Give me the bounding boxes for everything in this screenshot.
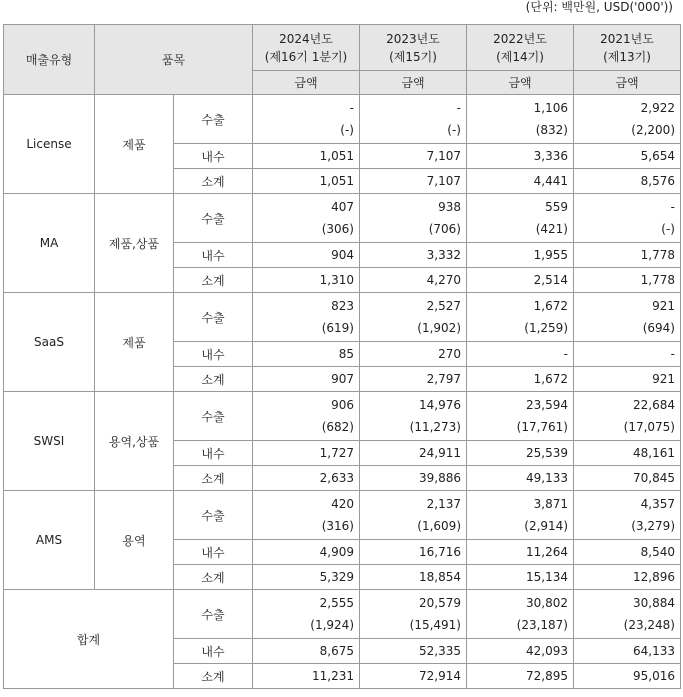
krw-value: 2,137 bbox=[426, 497, 461, 511]
export-amount-cell bbox=[253, 392, 360, 441]
export-amount-cell bbox=[574, 491, 681, 540]
amount-cell: 270 bbox=[360, 342, 467, 367]
header-amount: 금액 bbox=[574, 71, 681, 95]
krw-value: 30,884 bbox=[633, 596, 675, 610]
sales-type-cell: SaaS bbox=[4, 293, 95, 392]
usd-value: (2,914) bbox=[524, 519, 568, 533]
table-row bbox=[4, 392, 681, 441]
export-amount-cell bbox=[574, 95, 681, 144]
usd-value: (706) bbox=[428, 222, 461, 236]
amount-cell: 39,886 bbox=[360, 466, 467, 491]
krw-value: 3,871 bbox=[533, 497, 568, 511]
table-row bbox=[4, 194, 681, 243]
amount-cell: 11,264 bbox=[467, 540, 574, 565]
amount-cell: 904 bbox=[253, 243, 360, 268]
krw-value: 2,527 bbox=[426, 299, 461, 313]
usd-value: (23,248) bbox=[623, 618, 675, 632]
table-row bbox=[4, 95, 681, 144]
amount-cell: 5,654 bbox=[574, 144, 681, 169]
amount-cell: 72,914 bbox=[360, 664, 467, 689]
amount-cell: 1,672 bbox=[467, 367, 574, 392]
sales-type-cell: MA bbox=[4, 194, 95, 293]
item-cell: 제품 bbox=[95, 95, 174, 194]
amount-cell: 7,107 bbox=[360, 144, 467, 169]
export-amount-cell bbox=[574, 194, 681, 243]
export-amount-cell bbox=[467, 95, 574, 144]
amount-cell: 52,335 bbox=[360, 639, 467, 664]
export-amount-cell bbox=[360, 491, 467, 540]
export-amount-cell bbox=[467, 491, 574, 540]
amount-cell: 2,514 bbox=[467, 268, 574, 293]
header-year-2022: 2022년도 (제14기) bbox=[467, 25, 574, 71]
usd-value: (1,924) bbox=[310, 618, 354, 632]
row-label-export: 수출 bbox=[174, 392, 253, 441]
row-label-domestic: 내수 bbox=[174, 540, 253, 565]
usd-value: (1,902) bbox=[417, 321, 461, 335]
amount-cell: 16,716 bbox=[360, 540, 467, 565]
krw-value: 2,555 bbox=[319, 596, 354, 610]
amount-cell: - bbox=[574, 342, 681, 367]
export-amount-cell bbox=[574, 293, 681, 342]
amount-cell: 1,955 bbox=[467, 243, 574, 268]
row-label-subtotal: 소계 bbox=[174, 664, 253, 689]
krw-value: 4,357 bbox=[640, 497, 675, 511]
unit-note: (단위: 백만원, USD('000')) bbox=[525, 0, 673, 14]
row-label-export: 수출 bbox=[174, 293, 253, 342]
krw-value: 1,106 bbox=[533, 101, 568, 115]
row-label-domestic: 내수 bbox=[174, 144, 253, 169]
row-label-subtotal: 소계 bbox=[174, 367, 253, 392]
usd-value: (3,279) bbox=[631, 519, 675, 533]
table-row bbox=[4, 590, 681, 639]
usd-value: (15,491) bbox=[409, 618, 461, 632]
amount-cell: 95,016 bbox=[574, 664, 681, 689]
export-amount-cell bbox=[253, 194, 360, 243]
usd-value: (-) bbox=[340, 123, 354, 137]
export-amount-cell bbox=[360, 590, 467, 639]
amount-cell: 3,332 bbox=[360, 243, 467, 268]
krw-value: 559 bbox=[545, 200, 568, 214]
sales-type-cell: AMS bbox=[4, 491, 95, 590]
amount-cell: 5,329 bbox=[253, 565, 360, 590]
amount-cell: 1,778 bbox=[574, 243, 681, 268]
header-year-2024: 2024년도 (제16기 1분기) bbox=[253, 25, 360, 71]
usd-value: (682) bbox=[321, 420, 354, 434]
export-amount-cell bbox=[574, 590, 681, 639]
usd-value: (619) bbox=[321, 321, 354, 335]
krw-value: 22,684 bbox=[633, 398, 675, 412]
usd-value: (421) bbox=[535, 222, 568, 236]
usd-value: (694) bbox=[642, 321, 675, 335]
export-amount-cell bbox=[360, 392, 467, 441]
usd-value: (11,273) bbox=[409, 420, 461, 434]
usd-value: (316) bbox=[321, 519, 354, 533]
amount-cell: 2,797 bbox=[360, 367, 467, 392]
krw-value: 1,672 bbox=[533, 299, 568, 313]
amount-cell: 70,845 bbox=[574, 466, 681, 491]
header-item: 품목 bbox=[95, 25, 253, 95]
row-label-domestic: 내수 bbox=[174, 342, 253, 367]
amount-cell: 24,911 bbox=[360, 441, 467, 466]
header-amount: 금액 bbox=[467, 71, 574, 95]
export-amount-cell bbox=[253, 293, 360, 342]
usd-value: (17,075) bbox=[623, 420, 675, 434]
row-label-export: 수출 bbox=[174, 95, 253, 144]
amount-cell: 7,107 bbox=[360, 169, 467, 194]
export-amount-cell bbox=[360, 95, 467, 144]
krw-value: - bbox=[349, 101, 354, 115]
amount-cell: 1,778 bbox=[574, 268, 681, 293]
total-label-cell: 합계 bbox=[4, 590, 174, 689]
amount-cell: 85 bbox=[253, 342, 360, 367]
amount-cell: 72,895 bbox=[467, 664, 574, 689]
row-label-export: 수출 bbox=[174, 590, 253, 639]
export-amount-cell bbox=[360, 194, 467, 243]
export-amount-cell bbox=[467, 194, 574, 243]
usd-value: (23,187) bbox=[516, 618, 568, 632]
usd-value: (306) bbox=[321, 222, 354, 236]
export-amount-cell bbox=[360, 293, 467, 342]
usd-value: (2,200) bbox=[631, 123, 675, 137]
export-amount-cell bbox=[253, 95, 360, 144]
header-year-2023: 2023년도 (제15기) bbox=[360, 25, 467, 71]
amount-cell: 1,051 bbox=[253, 144, 360, 169]
row-label-domestic: 내수 bbox=[174, 441, 253, 466]
export-amount-cell bbox=[467, 293, 574, 342]
export-amount-cell bbox=[253, 590, 360, 639]
sales-type-cell: SWSI bbox=[4, 392, 95, 491]
item-cell: 용역,상품 bbox=[95, 392, 174, 491]
krw-value: 14,976 bbox=[419, 398, 461, 412]
krw-value: - bbox=[456, 101, 461, 115]
row-label-subtotal: 소계 bbox=[174, 565, 253, 590]
usd-value: (832) bbox=[535, 123, 568, 137]
row-label-subtotal: 소계 bbox=[174, 268, 253, 293]
amount-cell: 15,134 bbox=[467, 565, 574, 590]
krw-value: 921 bbox=[652, 299, 675, 313]
amount-cell: 4,441 bbox=[467, 169, 574, 194]
sales-type-cell: License bbox=[4, 95, 95, 194]
row-label-domestic: 내수 bbox=[174, 243, 253, 268]
row-label-domestic: 내수 bbox=[174, 639, 253, 664]
export-amount-cell bbox=[253, 491, 360, 540]
amount-cell: 42,093 bbox=[467, 639, 574, 664]
header-year-2021: 2021년도 (제13기) bbox=[574, 25, 681, 71]
amount-cell: 8,576 bbox=[574, 169, 681, 194]
amount-cell: 3,336 bbox=[467, 144, 574, 169]
amount-cell: 49,133 bbox=[467, 466, 574, 491]
item-cell: 용역 bbox=[95, 491, 174, 590]
amount-cell: 64,133 bbox=[574, 639, 681, 664]
table-row bbox=[4, 491, 681, 540]
usd-value: (-) bbox=[661, 222, 675, 236]
amount-cell: 8,540 bbox=[574, 540, 681, 565]
krw-value: - bbox=[670, 200, 675, 214]
amount-cell: - bbox=[467, 342, 574, 367]
table-row bbox=[4, 293, 681, 342]
item-cell: 제품 bbox=[95, 293, 174, 392]
amount-cell: 1,727 bbox=[253, 441, 360, 466]
row-label-subtotal: 소계 bbox=[174, 466, 253, 491]
amount-cell: 907 bbox=[253, 367, 360, 392]
usd-value: (1,609) bbox=[417, 519, 461, 533]
header-sales-type: 매출유형 bbox=[4, 25, 95, 95]
krw-value: 938 bbox=[438, 200, 461, 214]
krw-value: 20,579 bbox=[419, 596, 461, 610]
amount-cell: 8,675 bbox=[253, 639, 360, 664]
row-label-export: 수출 bbox=[174, 194, 253, 243]
amount-cell: 12,896 bbox=[574, 565, 681, 590]
krw-value: 420 bbox=[331, 497, 354, 511]
item-cell: 제품,상품 bbox=[95, 194, 174, 293]
usd-value: (1,259) bbox=[524, 321, 568, 335]
amount-cell: 1,310 bbox=[253, 268, 360, 293]
krw-value: 30,802 bbox=[526, 596, 568, 610]
usd-value: (17,761) bbox=[516, 420, 568, 434]
export-amount-cell bbox=[467, 590, 574, 639]
amount-cell: 48,161 bbox=[574, 441, 681, 466]
amount-cell: 2,633 bbox=[253, 466, 360, 491]
row-label-export: 수출 bbox=[174, 491, 253, 540]
krw-value: 823 bbox=[331, 299, 354, 313]
krw-value: 23,594 bbox=[526, 398, 568, 412]
usd-value: (-) bbox=[447, 123, 461, 137]
amount-cell: 25,539 bbox=[467, 441, 574, 466]
header-amount: 금액 bbox=[253, 71, 360, 95]
amount-cell: 4,270 bbox=[360, 268, 467, 293]
krw-value: 906 bbox=[331, 398, 354, 412]
sales-table bbox=[3, 24, 681, 689]
krw-value: 2,922 bbox=[640, 101, 675, 115]
export-amount-cell bbox=[574, 392, 681, 441]
amount-cell: 18,854 bbox=[360, 565, 467, 590]
amount-cell: 921 bbox=[574, 367, 681, 392]
amount-cell: 4,909 bbox=[253, 540, 360, 565]
amount-cell: 11,231 bbox=[253, 664, 360, 689]
row-label-subtotal: 소계 bbox=[174, 169, 253, 194]
export-amount-cell bbox=[467, 392, 574, 441]
header-amount: 금액 bbox=[360, 71, 467, 95]
amount-cell: 1,051 bbox=[253, 169, 360, 194]
krw-value: 407 bbox=[331, 200, 354, 214]
